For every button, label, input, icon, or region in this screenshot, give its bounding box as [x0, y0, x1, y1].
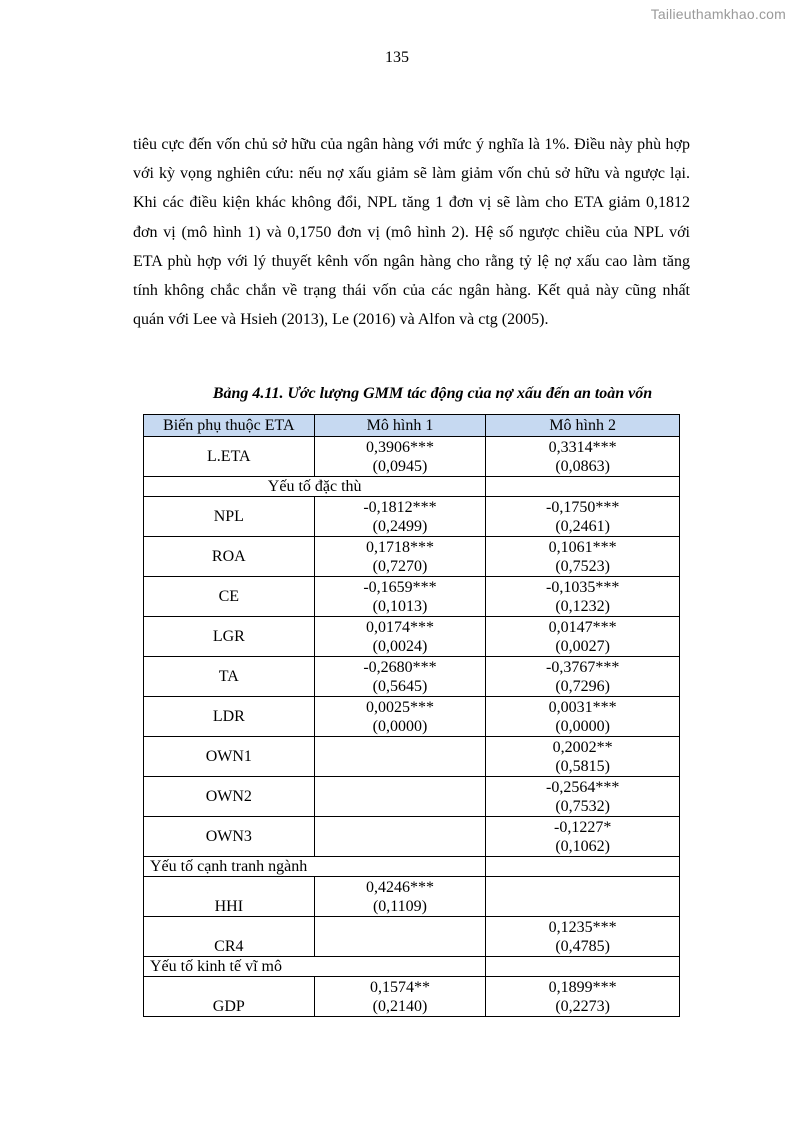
- row-label: OWN1: [144, 737, 315, 777]
- table-row-gdp: [144, 977, 680, 1017]
- row-label: LGR: [144, 617, 315, 657]
- row-label: LDR: [144, 697, 315, 737]
- table-group-row-specific: [144, 477, 680, 497]
- group-label: Yếu tố kinh tế vĩ mô: [144, 957, 486, 977]
- model-1-cell: 0,1574** (0,2140): [314, 977, 486, 1017]
- row-label: HHI: [144, 877, 315, 917]
- row-label: ROA: [144, 537, 315, 577]
- model-2-cell: -0,1227* (0,1062): [486, 817, 680, 857]
- model-2-cell: -0,1035*** (0,1232): [486, 577, 680, 617]
- table-row-cr4: [144, 917, 680, 957]
- row-label: NPL: [144, 497, 315, 537]
- table-row-ldr: [144, 697, 680, 737]
- table-row-own1: [144, 737, 680, 777]
- model-2-cell: 0,0147*** (0,0027): [486, 617, 680, 657]
- row-label: L.ETA: [144, 437, 315, 477]
- table-caption: Bảng 4.11. Ước lượng GMM tác động của nợ xấu đến an toàn vốn: [212, 385, 653, 402]
- row-label: CR4: [144, 917, 315, 957]
- table-row-own2: [144, 777, 680, 817]
- model-1-cell: 0,0025*** (0,0000): [314, 697, 486, 737]
- body-paragraph: tiêu cực đến vốn chủ sở hữu của ngân hàng với mức ý nghĩa là 1%. Điều này phù hợp với kỳ vọng nghiên cứu: nếu nợ xấu giảm sẽ làm giảm vốn chủ sở hữu và ngược lại. Khi các điều kiện khác không đổi, NPL tăng 1 đơn vị sẽ làm cho ETA giảm 0,1812 đơn vị (mô hình 1) và 0,1750 đơn vị (mô hình 2). Hệ số ngược chiều của NPL với ETA phù hợp với lý thuyết kênh vốn ngân hàng cho rằng tỷ lệ nợ xấu cao làm tăng tính không chắc chắn về trạng thái vốn của các ngân hàng. Kết quả này cũng nhất quán với Lee và Hsieh (2013), Le (2016) và Alfon và ctg (2005).: [133, 136, 690, 329]
- table-row-roa: [144, 537, 680, 577]
- model-2-cell: 0,1899*** (0,2273): [486, 977, 680, 1017]
- row-label: OWN3: [144, 817, 315, 857]
- row-label: GDP: [144, 977, 315, 1017]
- model-1-cell: 0,0174*** (0,0024): [314, 617, 486, 657]
- group-label: Yếu tố cạnh tranh ngành: [144, 857, 486, 877]
- model-2-cell: 0,1061*** (0,7523): [486, 537, 680, 577]
- table-row-lgr: [144, 617, 680, 657]
- gmm-results-table: [143, 414, 680, 1017]
- model-1-cell: -0,1812*** (0,2499): [314, 497, 486, 537]
- empty-cell: [486, 477, 680, 497]
- table-row-ce: [144, 577, 680, 617]
- table-row-hhi: [144, 877, 680, 917]
- header-model-2: Mô hình 2: [486, 415, 680, 437]
- group-label: Yếu tố đặc thù: [144, 477, 486, 497]
- watermark: Tailieuthamkhao.com: [650, 6, 786, 22]
- table-group-row-macro: [144, 957, 680, 977]
- model-1-cell: 0,4246*** (0,1109): [314, 877, 486, 917]
- table-row-ta: [144, 657, 680, 697]
- model-2-cell: -0,1750*** (0,2461): [486, 497, 680, 537]
- table-header-row: [144, 415, 680, 437]
- table-group-row-competition: [144, 857, 680, 877]
- model-2-cell: 0,0031*** (0,0000): [486, 697, 680, 737]
- table-row-leta: [144, 437, 680, 477]
- table-row-own3: [144, 817, 680, 857]
- model-2-cell: 0,3314*** (0,0863): [486, 437, 680, 477]
- row-label: CE: [144, 577, 315, 617]
- model-1-cell: 0,3906*** (0,0945): [314, 437, 486, 477]
- row-label: TA: [144, 657, 315, 697]
- row-label: OWN2: [144, 777, 315, 817]
- model-2-cell: [486, 877, 680, 917]
- header-dependent-variable: Biến phụ thuộc ETA: [144, 415, 315, 437]
- model-1-cell: -0,2680*** (0,5645): [314, 657, 486, 697]
- table-row-npl: [144, 497, 680, 537]
- model-2-cell: -0,2564*** (0,7532): [486, 777, 680, 817]
- model-1-cell: [314, 737, 486, 777]
- page-number: 135: [385, 49, 409, 66]
- model-1-cell: [314, 817, 486, 857]
- empty-cell: [486, 857, 680, 877]
- model-2-cell: -0,3767*** (0,7296): [486, 657, 680, 697]
- model-2-cell: 0,1235*** (0,4785): [486, 917, 680, 957]
- empty-cell: [486, 957, 680, 977]
- model-2-cell: 0,2002** (0,5815): [486, 737, 680, 777]
- header-model-1: Mô hình 1: [314, 415, 486, 437]
- model-1-cell: 0,1718*** (0,7270): [314, 537, 486, 577]
- model-1-cell: -0,1659*** (0,1013): [314, 577, 486, 617]
- model-1-cell: [314, 777, 486, 817]
- model-1-cell: [314, 917, 486, 957]
